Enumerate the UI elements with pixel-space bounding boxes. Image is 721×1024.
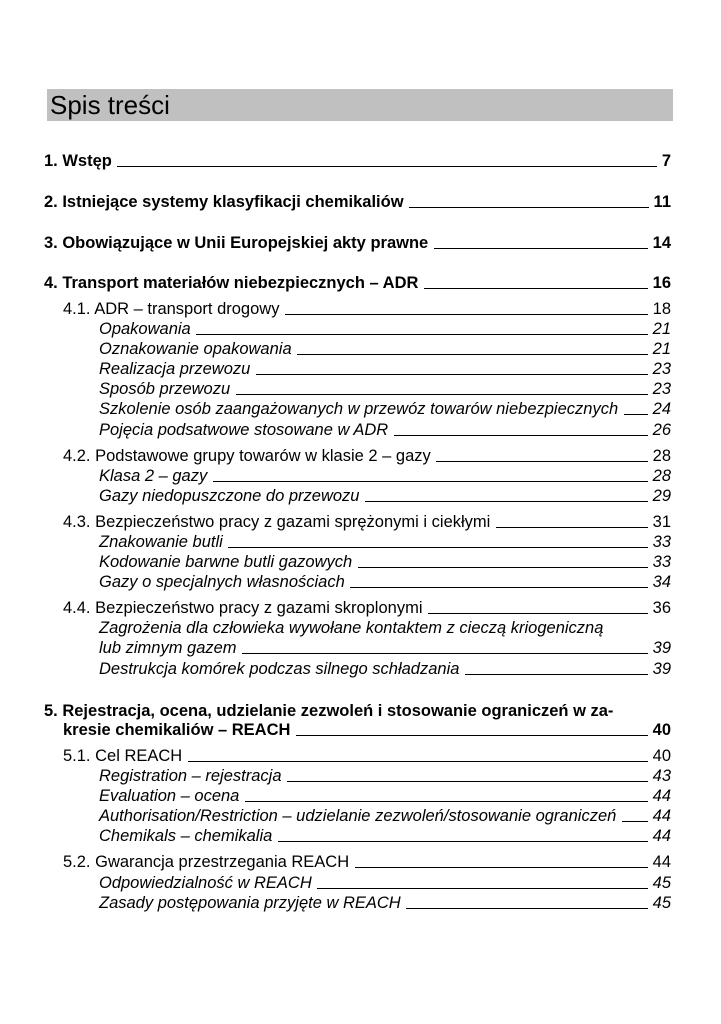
toc-entry-page-number: 29 xyxy=(652,487,671,505)
toc-leader-line xyxy=(496,527,648,528)
toc-entry-page-number: 44 xyxy=(652,807,671,825)
toc-entry-title: 5. Rejestracja, ocena, udzielanie zezwoleń i stosowanie ograniczeń w za- xyxy=(44,702,614,720)
toc-leader-line xyxy=(624,414,648,415)
toc-leader-line xyxy=(296,735,648,736)
toc-entry-page-number: 16 xyxy=(652,274,671,292)
toc-entry-title: 4.2. Podstawowe grupy towarów w klasie 2 – gazy xyxy=(63,447,431,465)
toc-leader-line xyxy=(350,587,648,588)
toc-entry-title: lub zimnym gazem xyxy=(99,639,237,657)
toc-entry[interactable] xyxy=(99,486,671,506)
toc-entry-title: Zasady postępowania przyjęte w REACH xyxy=(99,894,401,912)
toc-entry-title: Znakowanie butli xyxy=(99,533,223,551)
toc-entry-page-number: 24 xyxy=(652,400,671,418)
toc-entry-title: 4.3. Bezpieczeństwo pracy z gazami sprężonymi i ciekłymi xyxy=(63,513,491,531)
toc-entry-page-number: 21 xyxy=(652,320,671,338)
toc-leader-line xyxy=(434,248,648,249)
toc-leader-line xyxy=(213,481,648,482)
toc-entry-title: Destrukcja komórek podczas silnego schładzania xyxy=(99,660,460,678)
toc-leader-line xyxy=(622,821,648,822)
toc-entry-title: 4.1. ADR – transport drogowy xyxy=(63,300,280,318)
toc-entry-page-number: 31 xyxy=(652,513,671,531)
toc-entry-page-number: 34 xyxy=(652,573,671,591)
toc-entry-title: Opakowania xyxy=(99,320,191,338)
toc-entry-page-number: 28 xyxy=(652,447,671,465)
toc-entry-title: 2. Istniejące systemy klasyfikacji chemikaliów xyxy=(44,193,404,211)
toc-entry-title: kresie chemikaliów – REACH xyxy=(63,721,291,739)
toc-entry[interactable] xyxy=(99,532,671,552)
toc-entry-page-number: 7 xyxy=(661,152,671,170)
toc-entry-title: 1. Wstęp xyxy=(44,152,112,170)
toc-title-bar xyxy=(47,89,673,121)
toc-leader-line xyxy=(436,461,648,462)
toc-leader-line xyxy=(285,314,648,315)
toc-entry-title: Chemikals – chemikalia xyxy=(99,827,273,845)
toc-entry-title: Evaluation – ocena xyxy=(99,787,240,805)
toc-entry[interactable] xyxy=(99,572,671,592)
toc-entry[interactable] xyxy=(99,339,671,359)
toc-entry-title: Pojęcia podsatwowe stosowane w ADR xyxy=(99,421,389,439)
toc-entry-title: 4. Transport materiałów niebezpiecznych – ADR xyxy=(44,274,419,292)
toc-entry[interactable] xyxy=(44,273,671,293)
toc-entry[interactable] xyxy=(99,359,671,379)
toc-leader-line xyxy=(365,501,648,502)
toc-entry-title: Odpowiedzialność w REACH xyxy=(99,874,312,892)
toc-entry-page-number: 39 xyxy=(652,660,671,678)
toc-entry-page-number: 14 xyxy=(652,234,671,252)
toc-entry[interactable] xyxy=(99,399,671,419)
toc-entry[interactable] xyxy=(63,720,671,740)
toc-entry-page-number: 40 xyxy=(652,747,671,765)
toc-entry-page-number: 33 xyxy=(652,553,671,571)
toc-entry-page-number: 33 xyxy=(652,533,671,551)
toc-entry[interactable] xyxy=(63,852,671,872)
toc-leader-line xyxy=(117,166,657,167)
toc-entry-title: 5.1. Cel REACH xyxy=(63,747,183,765)
toc-entry[interactable] xyxy=(99,893,671,913)
toc-entry[interactable] xyxy=(63,446,671,466)
toc-leader-line xyxy=(236,394,648,395)
toc-entry-title: Kodowanie barwne butli gazowych xyxy=(99,553,353,571)
toc-leader-line xyxy=(428,613,648,614)
toc-leader-line xyxy=(245,801,648,802)
toc-entry-page-number: 23 xyxy=(652,360,671,378)
toc-entry-page-number: 45 xyxy=(652,874,671,892)
toc-entry[interactable] xyxy=(63,512,671,532)
toc-entry-title: 3. Obowiązujące w Unii Europejskiej akty prawne xyxy=(44,234,429,252)
toc-entry-title: Oznakowanie opakowania xyxy=(99,340,292,358)
toc-entry[interactable] xyxy=(99,826,671,846)
toc-entry-title: Authorisation/Restriction – udzielanie zezwoleń/stosowanie ograniczeń xyxy=(99,807,617,825)
toc-entry-page-number: 18 xyxy=(652,300,671,318)
toc-entry-title: Registration – rejestracja xyxy=(99,767,282,785)
toc-entry[interactable] xyxy=(99,766,671,786)
toc-entry-title: Klasa 2 – gazy xyxy=(99,467,208,485)
toc-entry[interactable] xyxy=(44,151,671,171)
toc-entry[interactable] xyxy=(99,552,671,572)
toc-leader-line xyxy=(287,781,648,782)
toc-leader-line xyxy=(394,435,648,436)
toc-leader-line xyxy=(256,374,648,375)
toc-entry[interactable] xyxy=(99,786,671,806)
toc-leader-line xyxy=(409,207,649,208)
toc-title: Spis treści xyxy=(50,90,170,120)
toc-entry-page-number: 40 xyxy=(652,721,671,739)
toc-entry-page-number: 39 xyxy=(652,639,671,657)
toc-leader-line xyxy=(228,547,648,548)
toc-entry-page-number: 44 xyxy=(652,853,671,871)
toc-entry[interactable] xyxy=(44,233,671,253)
toc-leader-line xyxy=(465,674,648,675)
toc-entry-title: Sposób przewozu xyxy=(99,380,231,398)
toc-leader-line xyxy=(188,761,648,762)
toc-entry[interactable] xyxy=(99,873,671,893)
toc-entry[interactable] xyxy=(99,618,671,638)
toc-leader-line xyxy=(317,888,648,889)
toc-entry-title: Zagrożenia dla człowieka wywołane kontaktem z cieczą kriogeniczną xyxy=(99,619,604,637)
toc-leader-line xyxy=(297,354,648,355)
toc-leader-line xyxy=(196,334,648,335)
toc-leader-line xyxy=(358,567,648,568)
toc-entry-page-number: 11 xyxy=(653,193,671,211)
toc-entry-page-number: 43 xyxy=(652,767,671,785)
toc-entry-title: Gazy o specjalnych własnościach xyxy=(99,573,345,591)
toc-entry-page-number: 36 xyxy=(652,599,671,617)
toc-entry-title: Szkolenie osób zaangażowanych w przewóz towarów niebezpiecznych xyxy=(99,400,619,418)
toc-entry[interactable] xyxy=(99,379,671,399)
toc-entry-page-number: 44 xyxy=(652,827,671,845)
toc-entry[interactable] xyxy=(99,420,671,440)
toc-entry-page-number: 26 xyxy=(652,421,671,439)
toc-entry[interactable] xyxy=(99,659,671,679)
toc-entry[interactable] xyxy=(99,466,671,486)
toc-entry[interactable] xyxy=(99,806,671,826)
toc-entry-title: Gazy niedopuszczone do przewozu xyxy=(99,487,360,505)
toc-entry-title: 5.2. Gwarancja przestrzegania REACH xyxy=(63,853,350,871)
toc-entry[interactable] xyxy=(63,746,671,766)
toc-entry[interactable] xyxy=(44,701,671,721)
toc-entry[interactable] xyxy=(44,192,671,212)
toc-entry-page-number: 44 xyxy=(652,787,671,805)
toc-entry-page-number: 21 xyxy=(652,340,671,358)
toc-leader-line xyxy=(278,841,648,842)
toc-leader-line xyxy=(424,288,648,289)
toc-leader-line xyxy=(406,908,648,909)
toc-entry-title: 4.4. Bezpieczeństwo pracy z gazami skroplonymi xyxy=(63,599,423,617)
toc-entry[interactable] xyxy=(99,319,671,339)
toc-entry-page-number: 28 xyxy=(652,467,671,485)
toc-leader-line xyxy=(355,867,648,868)
toc-entry-page-number: 23 xyxy=(652,380,671,398)
toc-entry[interactable] xyxy=(63,598,671,618)
toc-entry[interactable] xyxy=(99,638,671,658)
toc-entry[interactable] xyxy=(63,299,671,319)
toc-entry-title: Realizacja przewozu xyxy=(99,360,251,378)
toc-entry-page-number: 45 xyxy=(652,894,671,912)
toc-leader-line xyxy=(242,653,648,654)
